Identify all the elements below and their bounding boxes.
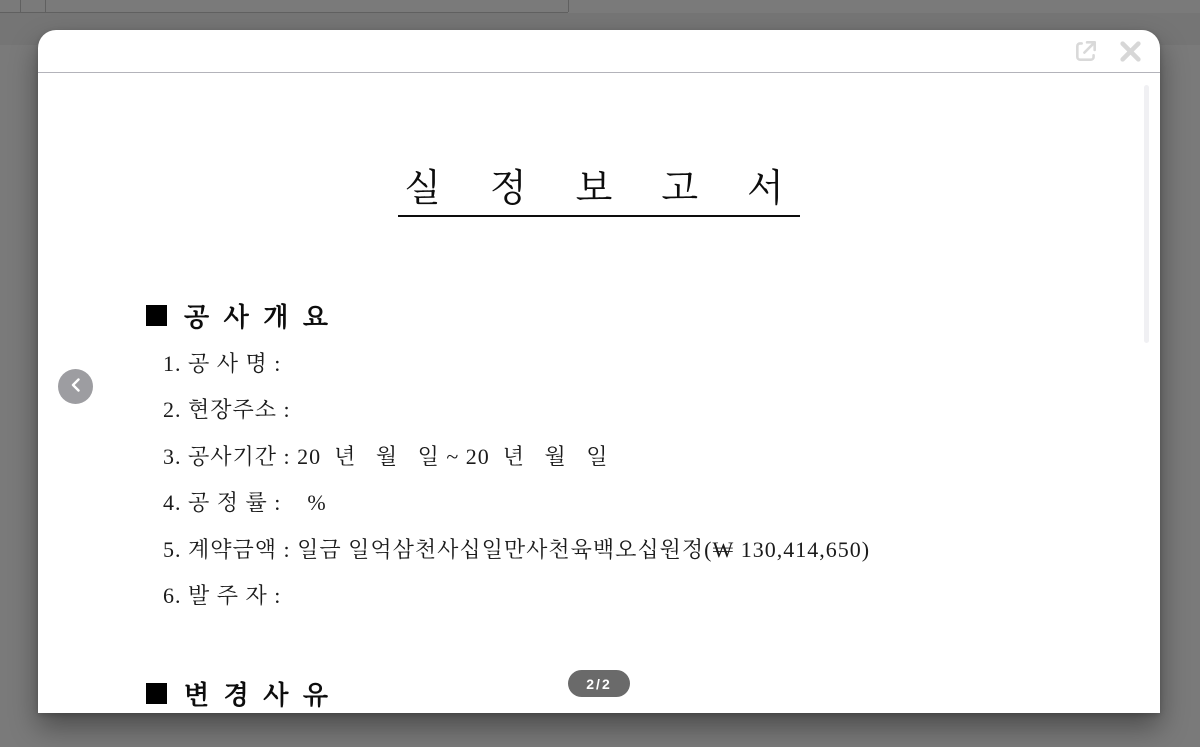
document-line-construction-name: 1. 공 사 명 : (163, 350, 282, 376)
section-heading-text: 공 사 개 요 (184, 303, 332, 333)
document-body (38, 302, 1160, 711)
document-preview-modal (38, 30, 1160, 713)
document-line-orderer: 6. 발 주 자 : (163, 583, 282, 609)
external-link-icon (1073, 38, 1099, 64)
scrollbar-thumb[interactable] (1144, 85, 1149, 343)
section-bullet-square-icon (146, 683, 167, 704)
document-line-construction-period: 3. 공사기간 : 20 년 월 일 ~ 20 년 월 일 (163, 443, 609, 469)
section-heading-text: 변 경 사 유 (184, 681, 332, 711)
background-table-line (20, 0, 21, 12)
section-heading-overview (146, 302, 1160, 333)
modal-header (38, 30, 1160, 73)
section-bullet-square-icon (146, 305, 167, 326)
background-table-line (568, 0, 569, 12)
close-button[interactable] (1114, 35, 1146, 67)
document-line-progress-rate: 4. 공 정 률 : % (163, 490, 327, 516)
close-icon (1117, 38, 1144, 65)
document-title: 실 정 보 고 서 (398, 168, 800, 217)
page-indicator-badge: 2/2 (568, 670, 630, 697)
overview-item-list (146, 341, 1160, 620)
document-page (38, 73, 1160, 713)
open-in-new-window-button[interactable] (1070, 35, 1102, 67)
background-table-line (45, 0, 46, 12)
previous-page-button[interactable] (58, 369, 93, 404)
document-title-row (38, 73, 1160, 217)
section-heading-change-reason (146, 680, 1160, 711)
chevron-left-icon (69, 377, 83, 396)
document-line-site-address: 2. 현장주소 : (163, 397, 291, 423)
document-line-contract-amount: 5. 계약금액 : 일금 일억삼천사십일만사천육백오십원정(₩ 130,414,650) (163, 536, 871, 562)
